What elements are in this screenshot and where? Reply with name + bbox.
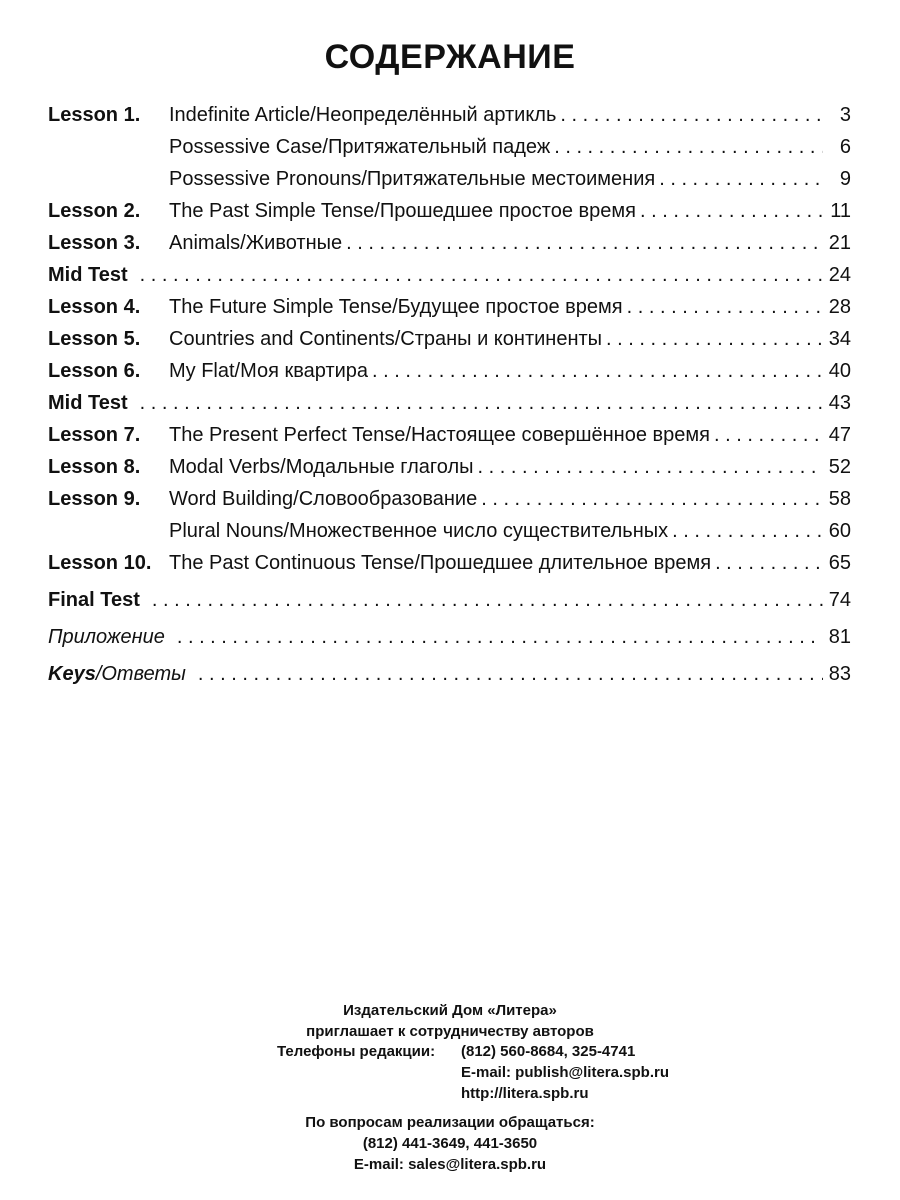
- toc-title: Possessive Pronouns/Притяжательные местоимения: [169, 168, 656, 190]
- toc-row-final-test: [48, 589, 851, 621]
- toc-label: Lesson 9.: [48, 488, 141, 510]
- toc-row: [48, 552, 851, 584]
- toc-row: [48, 168, 851, 200]
- sales-heading: По вопросам реализации обращаться:: [305, 1114, 595, 1131]
- toc-label: Lesson 1.: [48, 104, 141, 126]
- toc-page: 21: [828, 232, 851, 254]
- dot-leader: [481, 488, 823, 511]
- toc-row: [48, 296, 851, 328]
- dot-leader: [152, 589, 823, 612]
- dot-leader: [198, 663, 823, 686]
- toc-label: Lesson 6.: [48, 360, 141, 382]
- publisher-block: [0, 1000, 900, 1042]
- toc-row: [48, 360, 851, 392]
- toc-label: Lesson 8.: [48, 456, 141, 478]
- toc-title: The Present Perfect Tense/Настоящее совершённое время: [169, 424, 710, 446]
- publisher-contacts: [461, 1062, 669, 1104]
- dot-leader: [177, 626, 823, 649]
- toc-title: Word Building/Словообразование: [169, 488, 478, 510]
- toc-row: [48, 136, 851, 168]
- sales-block: [0, 1112, 900, 1175]
- sales-phones: (812) 441-3649, 441-3650: [362, 1135, 538, 1152]
- dot-leader: [372, 360, 823, 383]
- page-title: СОДЕРЖАНИЕ: [324, 38, 576, 76]
- toc-row-keys: [48, 663, 851, 695]
- toc-title: Modal Verbs/Модальные глаголы: [169, 456, 474, 478]
- toc-label: Lesson 2.: [48, 200, 141, 222]
- toc-label: Приложение: [48, 626, 165, 648]
- toc-page: 83: [828, 663, 851, 685]
- table-of-contents: [48, 104, 851, 695]
- toc-title: Plural Nouns/Множественное число существительных: [169, 520, 669, 542]
- keys-label-en: Keys: [48, 663, 96, 685]
- toc-page: 11: [830, 200, 851, 222]
- dot-leader: [715, 552, 823, 575]
- toc-title: Possessive Case/Притяжательный падеж: [169, 136, 551, 158]
- toc-page: 34: [828, 328, 851, 350]
- publisher-email: E-mail: publish@litera.spb.ru: [461, 1064, 669, 1081]
- dot-leader: [554, 136, 823, 159]
- toc-page: 60: [828, 520, 851, 542]
- publisher-name: Издательский Дом «Литера»: [343, 1002, 557, 1019]
- toc-label: Lesson 7.: [48, 424, 141, 446]
- toc-title: The Future Simple Tense/Будущее простое время: [169, 296, 623, 318]
- publisher-site: http://litera.spb.ru: [461, 1085, 589, 1102]
- toc-page: 43: [828, 392, 851, 414]
- toc-page: 74: [828, 589, 851, 611]
- dot-leader: [560, 104, 823, 127]
- dot-leader: [478, 456, 823, 479]
- toc-title: Indefinite Article/Неопределённый артикль: [169, 104, 557, 126]
- toc-label: Final Test: [48, 589, 140, 611]
- toc-row: [48, 264, 851, 296]
- toc-label: Mid Test: [48, 264, 128, 286]
- dot-leader: [140, 264, 823, 287]
- toc-label: Lesson 4.: [48, 296, 141, 318]
- toc-label: Mid Test: [48, 392, 128, 414]
- dot-leader: [140, 392, 823, 415]
- toc-page: 40: [828, 360, 851, 382]
- toc-label: [48, 663, 186, 686]
- dot-leader: [672, 520, 823, 543]
- dot-leader: [627, 296, 823, 319]
- dot-leader: [606, 328, 823, 351]
- toc-row: [48, 456, 851, 488]
- keys-label-ru: /Ответы: [95, 663, 186, 685]
- dot-leader: [640, 200, 823, 223]
- toc-page: 65: [828, 552, 851, 574]
- toc-row: [48, 488, 851, 520]
- dot-leader: [346, 232, 823, 255]
- toc-row: [48, 232, 851, 264]
- toc-row: [48, 424, 851, 456]
- toc-label: Lesson 5.: [48, 328, 141, 350]
- toc-page: 81: [828, 626, 851, 648]
- toc-row: [48, 520, 851, 552]
- toc-page: 24: [828, 264, 851, 286]
- toc-row: [48, 104, 851, 136]
- dot-leader: [714, 424, 823, 447]
- toc-row: [48, 200, 851, 232]
- toc-row-appendix: [48, 626, 851, 658]
- toc-page: 9: [839, 168, 851, 190]
- toc-title: The Past Simple Tense/Прошедшее простое время: [169, 200, 636, 222]
- publisher-phones-row: [277, 1041, 635, 1062]
- toc-page: 6: [839, 136, 851, 158]
- phones-label: Телефоны редакции:: [277, 1043, 436, 1060]
- publisher-invite: приглашает к сотрудничеству авторов: [306, 1023, 594, 1040]
- toc-row: [48, 328, 851, 360]
- toc-page: 47: [828, 424, 851, 446]
- toc-page: 28: [828, 296, 851, 318]
- toc-page: 58: [828, 488, 851, 510]
- toc-page: 52: [828, 456, 851, 478]
- toc-title: Countries and Continents/Страны и континенты: [169, 328, 603, 350]
- dot-leader: [659, 168, 823, 191]
- toc-label: Lesson 3.: [48, 232, 141, 254]
- toc-title: Animals/Животные: [169, 232, 343, 254]
- sales-email: E-mail: sales@litera.spb.ru: [353, 1156, 547, 1173]
- phones-value: (812) 560-8684, 325-4741: [461, 1043, 636, 1060]
- toc-label: Lesson 10.: [48, 552, 152, 574]
- toc-row: [48, 392, 851, 424]
- toc-page: 3: [839, 104, 851, 126]
- toc-title: The Past Continuous Tense/Прошедшее длительное время: [169, 552, 712, 574]
- toc-title: My Flat/Моя квартира: [169, 360, 369, 382]
